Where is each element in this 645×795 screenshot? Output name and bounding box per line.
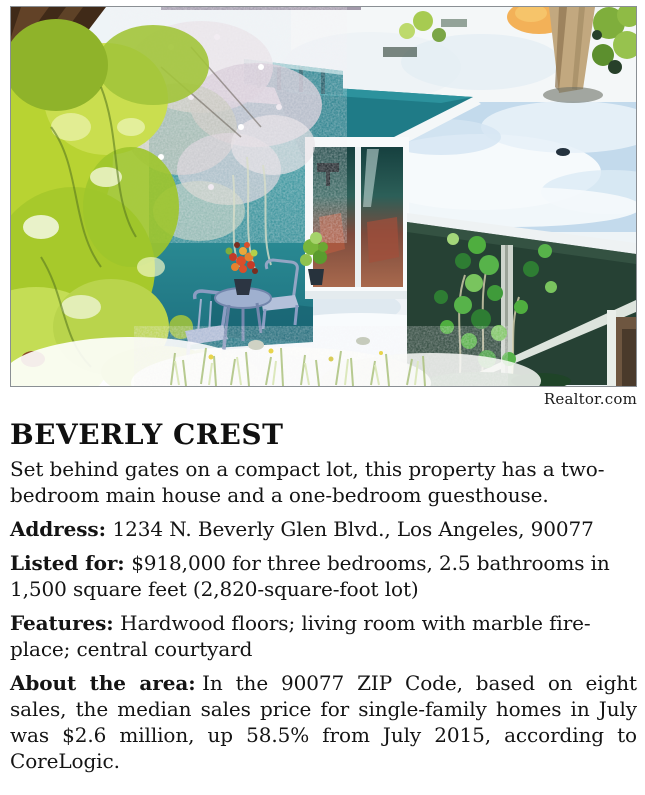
features-label: Features:	[10, 611, 114, 635]
neighborhood-headline: BEVERLY CREST	[10, 418, 284, 451]
detail-address	[10, 516, 637, 542]
intro-paragraph: Set behind gates on a compact lot, this property has a two-bedroom main house and a one-bedroom guesthouse.	[10, 457, 605, 507]
address-label: Address:	[10, 517, 106, 541]
listed-for-label: Listed for:	[10, 551, 125, 575]
property-photo-illustration	[11, 7, 636, 386]
features-text: Hardwood floors; living room with marble fireplace; central courtyard	[10, 611, 591, 661]
listed-for-text: $918,000 for three bedrooms, 2.5 bathrooms in 1,500 square feet (2,820-square-foot lot)	[10, 551, 610, 601]
photo-credit: Realtor.com	[543, 390, 637, 408]
detail-features	[10, 610, 637, 662]
about-the-area-label: About the area:	[10, 671, 196, 695]
detail-listed-for	[10, 550, 637, 602]
detail-about-the-area	[10, 670, 637, 774]
about-the-area-text: In the 90077 ZIP Code, based on eight sales, the median sales price for single-family homes in July was $2.6 million, up 58.5% from July 2015, according to CoreLogic.	[10, 671, 637, 773]
address-text: 1234 N. Beverly Glen Blvd., Los Angeles, 90077	[112, 517, 594, 541]
property-photo	[10, 6, 637, 387]
